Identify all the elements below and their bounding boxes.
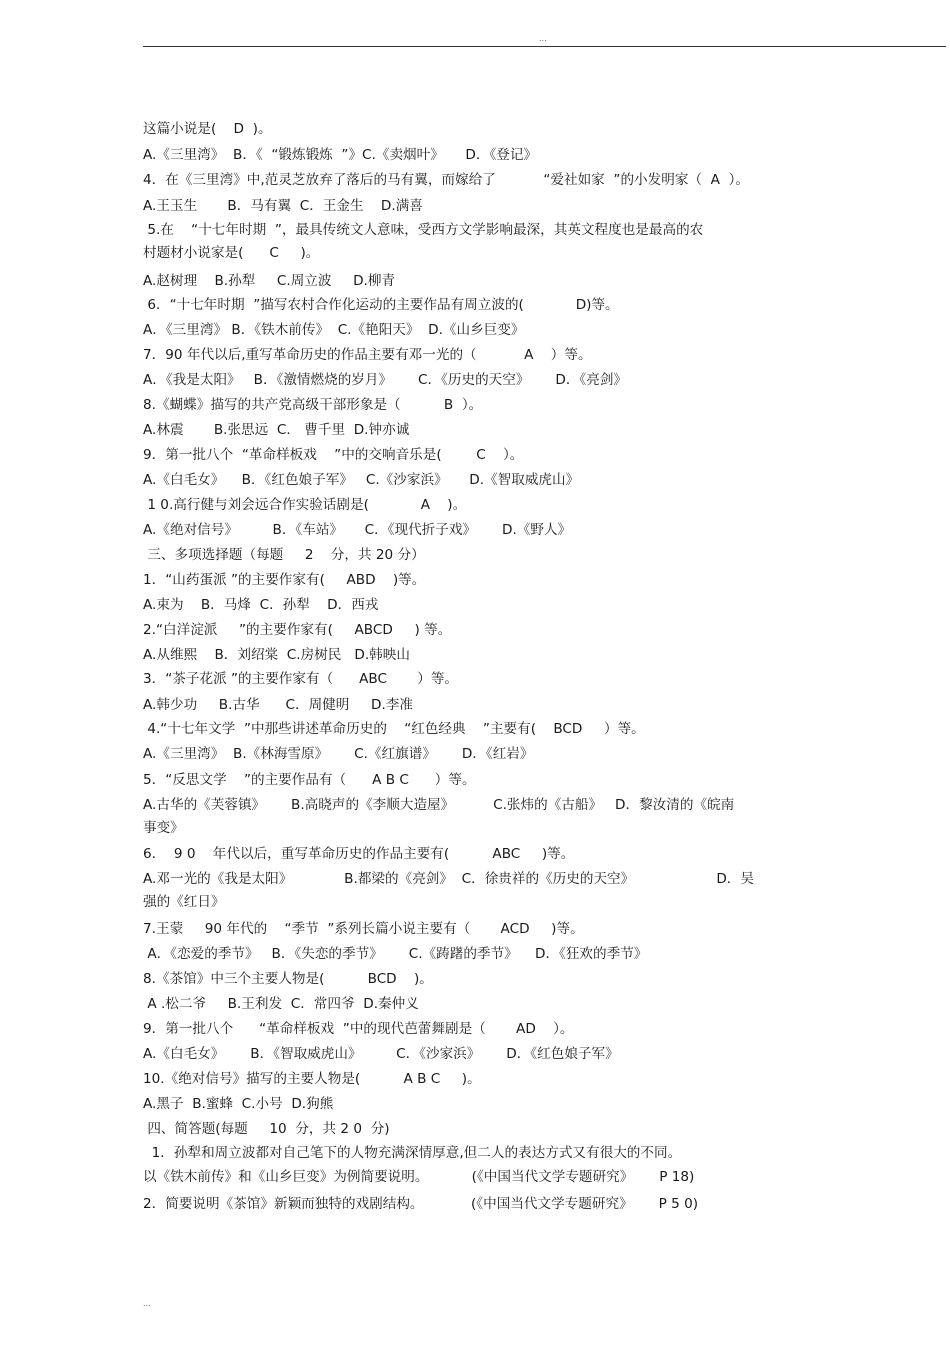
- doc-line: 这篇小说是( D )。: [143, 121, 272, 137]
- doc-line: A.《绝对信号》 B．《车站》 C．《现代折子戏》 D.《野人》: [143, 522, 572, 538]
- doc-line: A .松二爷 B.王利发 C．常四爷 D.秦仲义: [143, 996, 419, 1012]
- doc-line: A．《我是太阳》 B．《激情燃烧的岁月》 C．《历史的天空》 D．《亮剑》: [143, 372, 628, 388]
- doc-line: A.邓一光的《我是太阳》 B.都梁的《亮剑》 C．徐贵祥的《历史的天空》 D．吴: [143, 871, 754, 887]
- doc-line: 2.“白洋淀派 ”的主要作家有( ABCD ) 等。: [143, 622, 452, 638]
- doc-line: A．《三里湾》 B．《铁木前传》 C.《艳阳天》 D.《山乡巨变》: [143, 322, 525, 338]
- doc-line: 7.王蒙 90 年代的 “季节 ”系列长篇小说主要有（ ACD )等。: [143, 921, 584, 937]
- doc-line: 3．“茶子花派 ”的主要作家有（ ABC ）等。: [143, 671, 459, 687]
- doc-line: A．《恋爱的季节》 B．《失恋的季节》 C.《踌躇的季节》 D．《狂欢的季节》: [143, 946, 648, 962]
- doc-line: A.韩少功 B.古华 C．周健明 D.李准: [143, 697, 413, 713]
- doc-line: 6． 9 0 年代以后，重写革命历史的作品主要有( ABC )等。: [143, 846, 575, 862]
- doc-line: A.王玉生 B．马有翼 C．王金生 D.满喜: [143, 198, 423, 214]
- doc-line: A.《白毛女》 B．《智取威虎山》 C．《沙家浜》 D．《红色娘子军》: [143, 1046, 619, 1062]
- doc-line: 1．“山药蛋派 ”的主要作家有( ABD )等。: [143, 572, 426, 588]
- doc-line: A.《三里湾》 B.《林海雪原》 C.《红旗谱》 D．《红岩》: [143, 746, 534, 762]
- doc-line: 强的《红日》: [143, 894, 225, 910]
- doc-line: 4．在《三里湾》中,范灵芝放弃了落后的马有翼，而嫁给了 “爱社如家 ”的小发明家（ A ）。: [143, 172, 749, 188]
- doc-line: 事变》: [143, 820, 184, 836]
- doc-line: 以《铁木前传》和《山乡巨变》为例简要说明。 (《中国当代文学专题研究》 P 18): [143, 1169, 695, 1185]
- doc-line: A.《三里湾》 B．《 “锻炼锻炼 ”》C.《卖烟叶》 D．《登记》: [143, 147, 538, 163]
- doc-line: A.林震 B.张思远 C． 曹千里 D.钟亦诚: [143, 422, 410, 438]
- doc-line: 8.《蝴蝶》描写的共产党高级干部形象是（ B ）。: [143, 397, 483, 413]
- doc-line: A.古华的《芙蓉镇》 B.高晓声的《李顺大造屋》 C.张炜的《古船》 D．黎汝清的《皖南: [143, 797, 735, 813]
- doc-line: 10.《绝对信号》描写的主要人物是( A B C )。: [143, 1071, 481, 1087]
- section-heading: 三、多项选择题（每题 2 分，共 20 分）: [143, 547, 425, 563]
- doc-line: A.黑子 B.蜜蜂 C.小号 D.狗熊: [143, 1096, 334, 1112]
- doc-line: 1．孙犁和周立波都对自己笔下的人物充满深情厚意,但二人的表达方式又有很大的不同。: [143, 1145, 682, 1161]
- doc-line: A.从维熙 B．刘绍棠 C.房树民 D.韩映山: [143, 647, 410, 663]
- doc-line: 9．第一批八个 “革命样板戏 ”中的现代芭蕾舞剧是（ AD ）。: [143, 1021, 574, 1037]
- doc-line: A.束为 B．马烽 C．孙犁 D．西戎: [143, 597, 379, 613]
- header-mark: ...: [539, 34, 547, 43]
- doc-line: A.《白毛女》 B．《红色娘子军》 C.《沙家浜》 D.《智取威虎山》: [143, 472, 580, 488]
- doc-line: 7．90 年代以后,重写革命历史的作品主要有邓一光的（ A ）等。: [143, 347, 592, 363]
- doc-line: 2．简要说明《茶馆》新颖而独特的戏剧结构。 (《中国当代文学专题研究》 P 5 0): [143, 1196, 699, 1212]
- doc-line: 9．第一批八个 “革命样板戏 ”中的交响音乐是( C ）。: [143, 447, 524, 463]
- doc-line: 1 0.高行健与刘会远合作实验话剧是( A )。: [143, 497, 467, 513]
- header-rule: [143, 46, 946, 47]
- doc-line: A.赵树理 B.孙犁 C.周立波 D.柳青: [143, 273, 396, 289]
- doc-line: 5.在 “十七年时期 ”，最具传统文人意味，受西方文学影响最深，其英文程度也是最高的农: [143, 222, 704, 238]
- footer-mark: ...: [143, 1299, 151, 1308]
- doc-line: 村题材小说家是( C )。: [143, 245, 320, 261]
- section-heading: 四、简答题(每题 10 分，共 2 0 分): [143, 1121, 390, 1137]
- doc-line: 8.《茶馆》中三个主要人物是( BCD )。: [143, 971, 433, 987]
- doc-line: 4.“十七年文学 ”中那些讲述革命历史的 “红色经典 ”主要有( BCD ）等。: [143, 721, 645, 737]
- doc-line: 6．“十七年时期 ”描写农村合作化运动的主要作品有周立波的( D)等。: [143, 297, 619, 313]
- doc-line: 5．“反思文学 ”的主要作品有（ A B C ）等。: [143, 772, 476, 788]
